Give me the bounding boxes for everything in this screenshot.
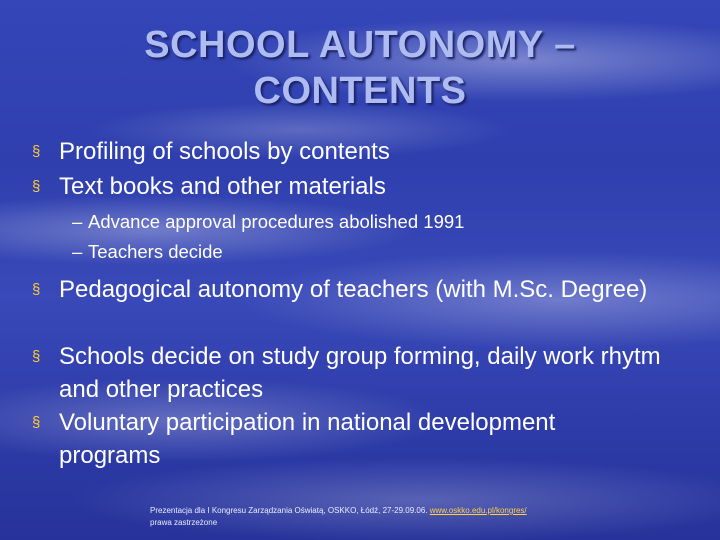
dash-marker-icon: – [72, 211, 83, 232]
footer-rights: prawa zastrzeżone [150, 518, 218, 527]
bullet-item [32, 135, 390, 168]
bullet-marker-icon: § [32, 348, 41, 365]
slide-title [0, 22, 720, 114]
bullet-item [32, 340, 692, 406]
bullet-marker-icon: § [32, 143, 41, 160]
bullet-text: Voluntary participation in national development programs [59, 409, 556, 469]
sub-bullet-item [72, 238, 223, 265]
bullet-item [32, 406, 662, 472]
bullet-text: Schools decide on study group forming, daily work rhytm and other practices [59, 343, 661, 403]
bullet-text: Text books and other materials [59, 173, 386, 200]
bullet-marker-icon: § [32, 281, 41, 298]
footer [150, 505, 670, 529]
dash-marker-icon: – [72, 241, 83, 262]
bullet-text: Pedagogical autonomy of teachers (with M.Sc. Degree) [59, 276, 648, 303]
bullet-item [32, 273, 672, 306]
sub-bullet-text: Advance approval procedures abolished 1991 [88, 211, 465, 232]
bullet-text: Profiling of schools by contents [59, 138, 390, 165]
title-line-2: CONTENTS [253, 70, 467, 112]
sub-bullet-item [72, 208, 464, 235]
footer-link[interactable]: www.oskko.edu.pl/kongres/ [429, 506, 527, 515]
bullet-marker-icon: § [32, 414, 41, 431]
sub-bullet-text: Teachers decide [88, 241, 223, 262]
footer-text: Prezentacja dla I Kongresu Zarządzania Oświatą, OSKKO, Łódź, 27-29.09.06. [150, 506, 430, 515]
bullet-item [32, 170, 386, 203]
bullet-marker-icon: § [32, 178, 41, 195]
title-line-1: SCHOOL AUTONOMY – [144, 24, 576, 66]
